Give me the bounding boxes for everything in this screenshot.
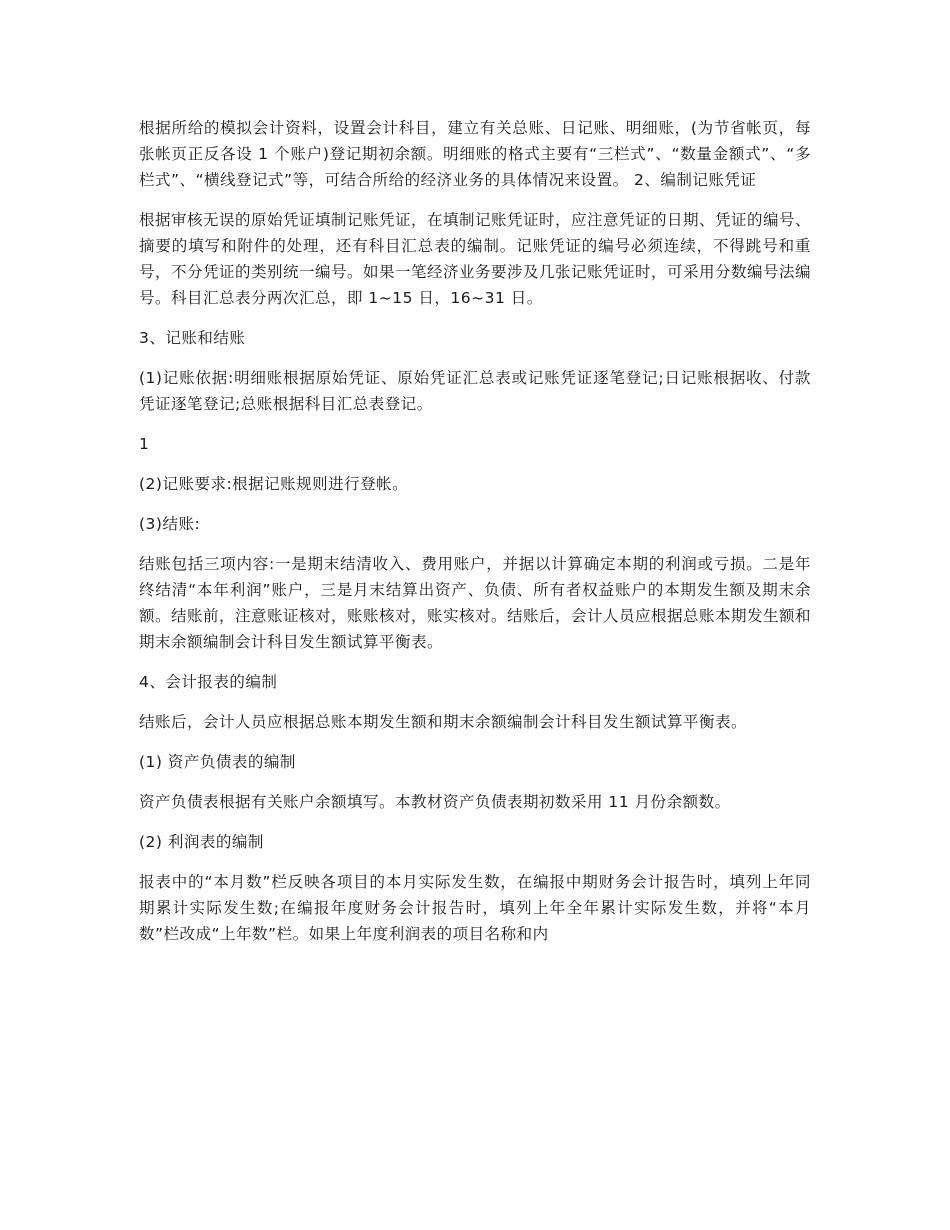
subheading-balance-sheet: (1) 资产负债表的编制 bbox=[139, 753, 296, 771]
paragraph-voucher-preparation: 根据审核无误的原始凭证填制记账凭证，在填制记账凭证时，应注意凭证的日期、凭证的编号、摘要的填写和附件的处理，还有科目汇总表的编制。记账凭证的编号必须连续，不得跳号和重号，不分凭证的类别统一编号。如果一笔经济业务要涉及几张记账凭证时，可采用分数编号法编号。科目汇总表分两次汇总，即 1~15 日，16~31 日。 bbox=[139, 211, 812, 307]
document-page bbox=[139, 115, 811, 961]
paragraph-balance-sheet: 资产负债表根据有关账户余额填写。本教材资产负债表期初数采用 11 月份余额数。 bbox=[139, 793, 731, 811]
page-number: 1 bbox=[139, 435, 150, 453]
section-heading-report-preparation: 4、会计报表的编制 bbox=[139, 673, 278, 691]
section-heading-bookkeeping-closing: 3、记账和结账 bbox=[139, 329, 246, 347]
paragraph-closing-content: 结账包括三项内容:一是期末结清收入、费用账户，并据以计算确定本期的利润或亏损。二是年终结清“本年利润”账户，三是月末结算出资产、负债、所有者权益账户的本期发生额及期末余额。结账前，注意账证核对，账账核对，账实核对。结账后，会计人员应根据总账本期发生额和期末余额编制会计科目发生额试算平衡表。 bbox=[139, 555, 812, 651]
paragraph-income-statement: 报表中的“本月数”栏反映各项目的本月实际发生数，在编报中期财务会计报告时，填列上年同期累计实际发生数;在编报年度财务会计报告时，填列上年全年累计实际发生数，并将“本月数”栏改成“上年数”栏。如果上年度利润表的项目名称和内 bbox=[139, 873, 811, 943]
paragraph-trial-balance: 结账后，会计人员应根据总账本期发生额和期末余额编制会计科目发生额试算平衡表。 bbox=[139, 713, 748, 731]
paragraph-bookkeeping-requirements: (2)记账要求:根据记账规则进行登帐。 bbox=[139, 475, 409, 493]
paragraph-setup-accounts: 根据所给的模拟会计资料，设置会计科目，建立有关总账、日记账、明细账，(为节省帐页，每张帐页正反各设 1 个账户)登记期初余额。明细账的格式主要有“三栏式”、“数量金额式”、“多栏式”、“横线登记式”等，可结合所给的经济业务的具体情况来设置。 2、编制记账凭证 bbox=[139, 119, 811, 189]
paragraph-bookkeeping-basis: (1)记账依据:明细账根据原始凭证、原始凭证汇总表或记账凭证逐笔登记;日记账根据收、付款凭证逐笔登记;总账根据科目汇总表登记。 bbox=[139, 369, 811, 413]
subheading-income-statement: (2) 利润表的编制 bbox=[139, 833, 264, 851]
subheading-closing: (3)结账: bbox=[139, 515, 201, 533]
